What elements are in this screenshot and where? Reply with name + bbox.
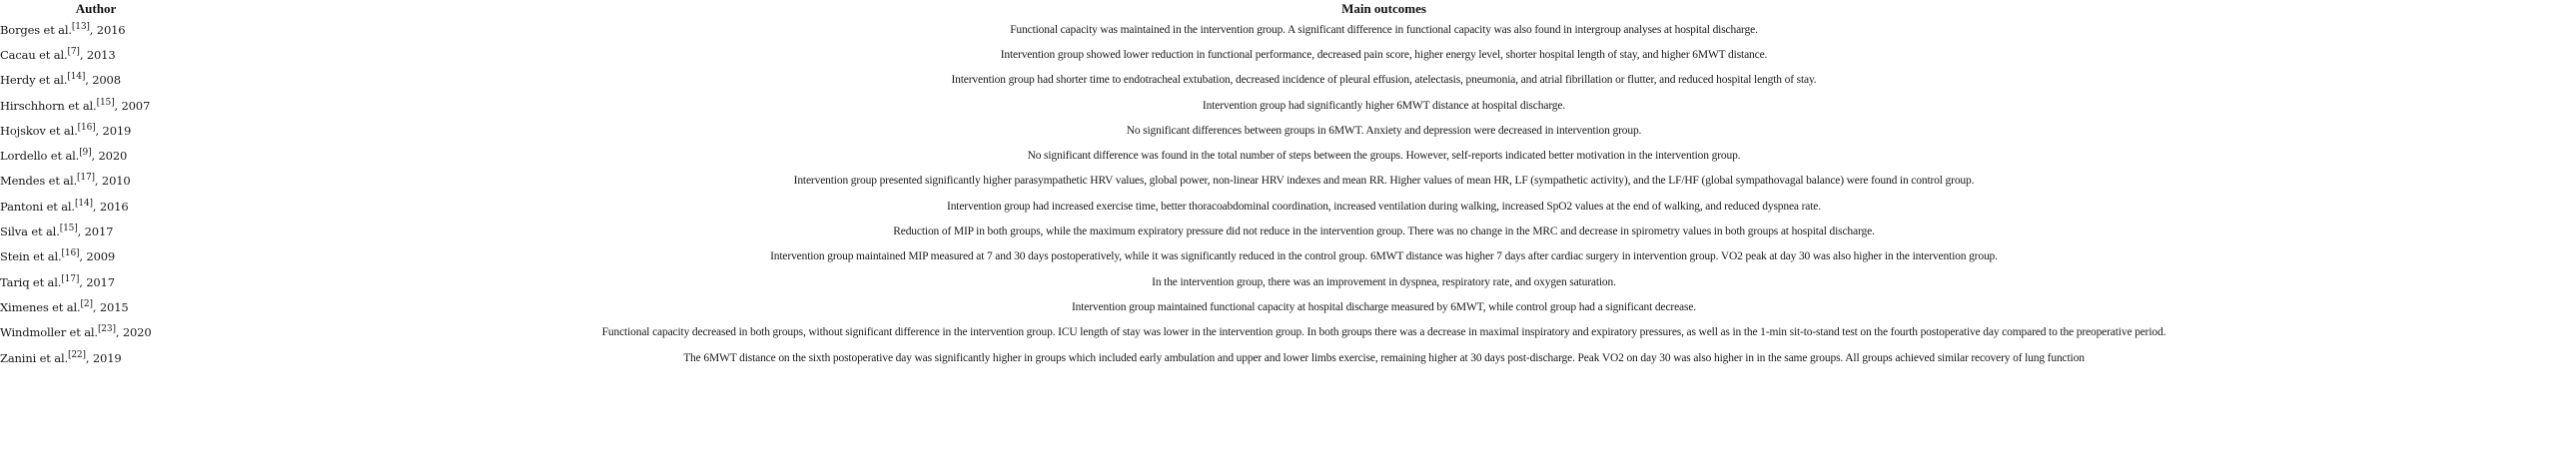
author-name: Silva et al. <box>0 225 60 239</box>
author-cell <box>0 345 192 370</box>
publication-year: , 2017 <box>79 274 115 289</box>
outcome-cell: In the intervention group, there was an improvement in dyspnea, respiratory rate, and oxygen saturation. <box>1152 275 1616 288</box>
author-cell <box>0 320 192 345</box>
author-name: Borges et al. <box>0 22 72 37</box>
outcome-cell: Intervention group showed lower reduction in functional performance, decreased pain score, higher energy level, shorter hospital length of stay, and higher 6MWT distance. <box>1000 48 1768 61</box>
reference-citation: [16] <box>61 248 80 259</box>
table-row <box>0 169 2576 194</box>
publication-year: , 2020 <box>91 149 128 164</box>
author-cell <box>0 68 192 93</box>
table-body <box>0 17 2576 370</box>
publication-year: , 2010 <box>94 174 131 189</box>
author-cell <box>0 269 192 294</box>
publication-year: , 2007 <box>114 98 151 113</box>
author-cell <box>0 42 192 67</box>
outcome-cell: Intervention group had significantly higher 6MWT distance at hospital discharge. <box>1202 99 1566 112</box>
author-name: Cacau et al. <box>0 47 68 62</box>
author-cell <box>0 118 192 143</box>
outcome-cell: No significant difference was found in the total number of steps between the groups. However, self-reports indicated better motivation in the intervention group. <box>1027 150 1741 163</box>
reference-citation: [15] <box>96 97 115 108</box>
publication-year: , 2019 <box>85 350 122 365</box>
reference-citation: [7] <box>67 46 80 57</box>
table-row <box>0 294 2576 319</box>
author-cell <box>0 93 192 118</box>
publication-year: , 2019 <box>95 123 132 138</box>
reference-citation: [17] <box>77 173 95 184</box>
outcome-cell: Functional capacity was maintained in the intervention group. A significant difference in functional capacity was also found in intergroup analyses at hospital discharge. <box>1010 23 1758 36</box>
outcome-cell: Intervention group maintained MIP measured at 7 and 30 days postoperatively, while it was significantly reduced in the control group. 6MWT distance was higher 7 days after cardiac surgery in intervention group. VO2 peak at day 30 was also higher in the intervention group. <box>770 250 1998 263</box>
publication-year: , 2015 <box>92 299 129 314</box>
author-cell <box>0 143 192 168</box>
table-row <box>0 42 2576 67</box>
outcome-cell: Intervention group maintained functional capacity at hospital discharge measured by 6MWT, while control group had a significant decrease. <box>1071 300 1697 313</box>
reference-citation: [9] <box>79 148 92 159</box>
reference-citation: [14] <box>74 198 93 209</box>
publication-year: , 2013 <box>79 47 116 62</box>
table-row <box>0 68 2576 93</box>
table-row <box>0 143 2576 168</box>
author-cell <box>0 169 192 194</box>
publication-year: , 2008 <box>85 73 121 88</box>
reference-citation: [2] <box>80 298 93 309</box>
reference-citation: [13] <box>71 21 90 32</box>
reference-citation: [22] <box>68 349 86 360</box>
publication-year: , 2020 <box>115 325 152 340</box>
reference-citation: [23] <box>97 324 116 335</box>
outcome-cell: Intervention group had shorter time to endotracheal extubation, decreased incidence of pleural effusion, atelectasis, pneumonia, and atrial fibrillation or flutter, and reduced hospital length of stay. <box>951 74 1817 87</box>
table-row <box>0 219 2576 243</box>
author-name: Stein et al. <box>0 249 62 264</box>
author-cell <box>0 244 192 269</box>
publication-year: , 2016 <box>92 199 129 214</box>
table-row <box>0 17 2576 42</box>
author-name: Hirschhorn et al. <box>0 98 97 113</box>
author-cell <box>0 194 192 219</box>
outcome-cell: Intervention group had increased exercise time, better thoracoabdominal coordination, increased ventilation during walking, increased SpO2 values at the end of walking, and reduced dyspnea rate. <box>947 200 1821 213</box>
outcome-cell: No significant differences between groups in 6MWT. Anxiety and depression were decreased in intervention group. <box>1126 124 1642 137</box>
table-row <box>0 194 2576 219</box>
reference-citation: [15] <box>59 224 78 234</box>
author-cell <box>0 17 192 42</box>
table-row <box>0 269 2576 294</box>
header-row <box>0 0 2576 17</box>
table-row <box>0 345 2576 370</box>
author-cell <box>0 294 192 319</box>
reference-citation: [16] <box>77 122 96 133</box>
outcome-cell: Functional capacity decreased in both groups, without significant difference in the intervention group. ICU length of stay was lower in the intervention group. In both groups there was a decrease in maximal inspiratory and expiratory pressures, as well as in the 1-min sit-to-stand test on the fourth postoperative day compared to the preoperative period. <box>601 326 2166 339</box>
author-name: Ximenes et al. <box>0 299 81 314</box>
author-name: Windmoller et al. <box>0 325 98 340</box>
table-row <box>0 320 2576 345</box>
reference-citation: [14] <box>67 72 86 83</box>
author-name: Herdy et al. <box>0 73 68 88</box>
outcome-cell: Intervention group presented significantly higher parasympathetic HRV values, global power, non-linear HRV indexes and mean RR. Higher values of mean HR, LF (sympathetic activity), and the LF/HF (global sympathovagal balance) were found in control group. <box>793 175 1975 188</box>
author-cell <box>0 219 192 243</box>
author-name: Pantoni et al. <box>0 199 75 214</box>
author-name: Zanini et al. <box>0 350 68 365</box>
outcome-cell: The 6MWT distance on the sixth postoperative day was significantly higher in groups which included early ambulation and upper and lower limbs exercise, remaining higher at 30 days post-discharge. Peak VO2 on day 30 was also higher in in the same groups. All groups achieved similar recovery of lung function <box>683 351 2085 364</box>
publication-year: , 2017 <box>77 225 114 239</box>
author-name: Hojskov et al. <box>0 123 78 138</box>
author-name: Tariq et al. <box>0 274 62 289</box>
table-header <box>0 0 2576 17</box>
column-header-author: Author <box>75 0 117 16</box>
table-row <box>0 244 2576 269</box>
table-row <box>0 118 2576 143</box>
author-name: Lordello et al. <box>0 149 80 164</box>
reference-citation: [17] <box>61 273 80 284</box>
outcome-cell: Reduction of MIP in both groups, while the maximum expiratory pressure did not reduce in the intervention group. There was no change in the MRC and decrease in spirometry values in both groups at hospital discharge. <box>893 226 1875 238</box>
publication-year: , 2016 <box>89 22 126 37</box>
table-row <box>0 93 2576 118</box>
publication-year: , 2009 <box>79 249 116 264</box>
column-header-main-outcomes: Main outcomes <box>1341 0 1426 16</box>
author-name: Mendes et al. <box>0 174 78 189</box>
